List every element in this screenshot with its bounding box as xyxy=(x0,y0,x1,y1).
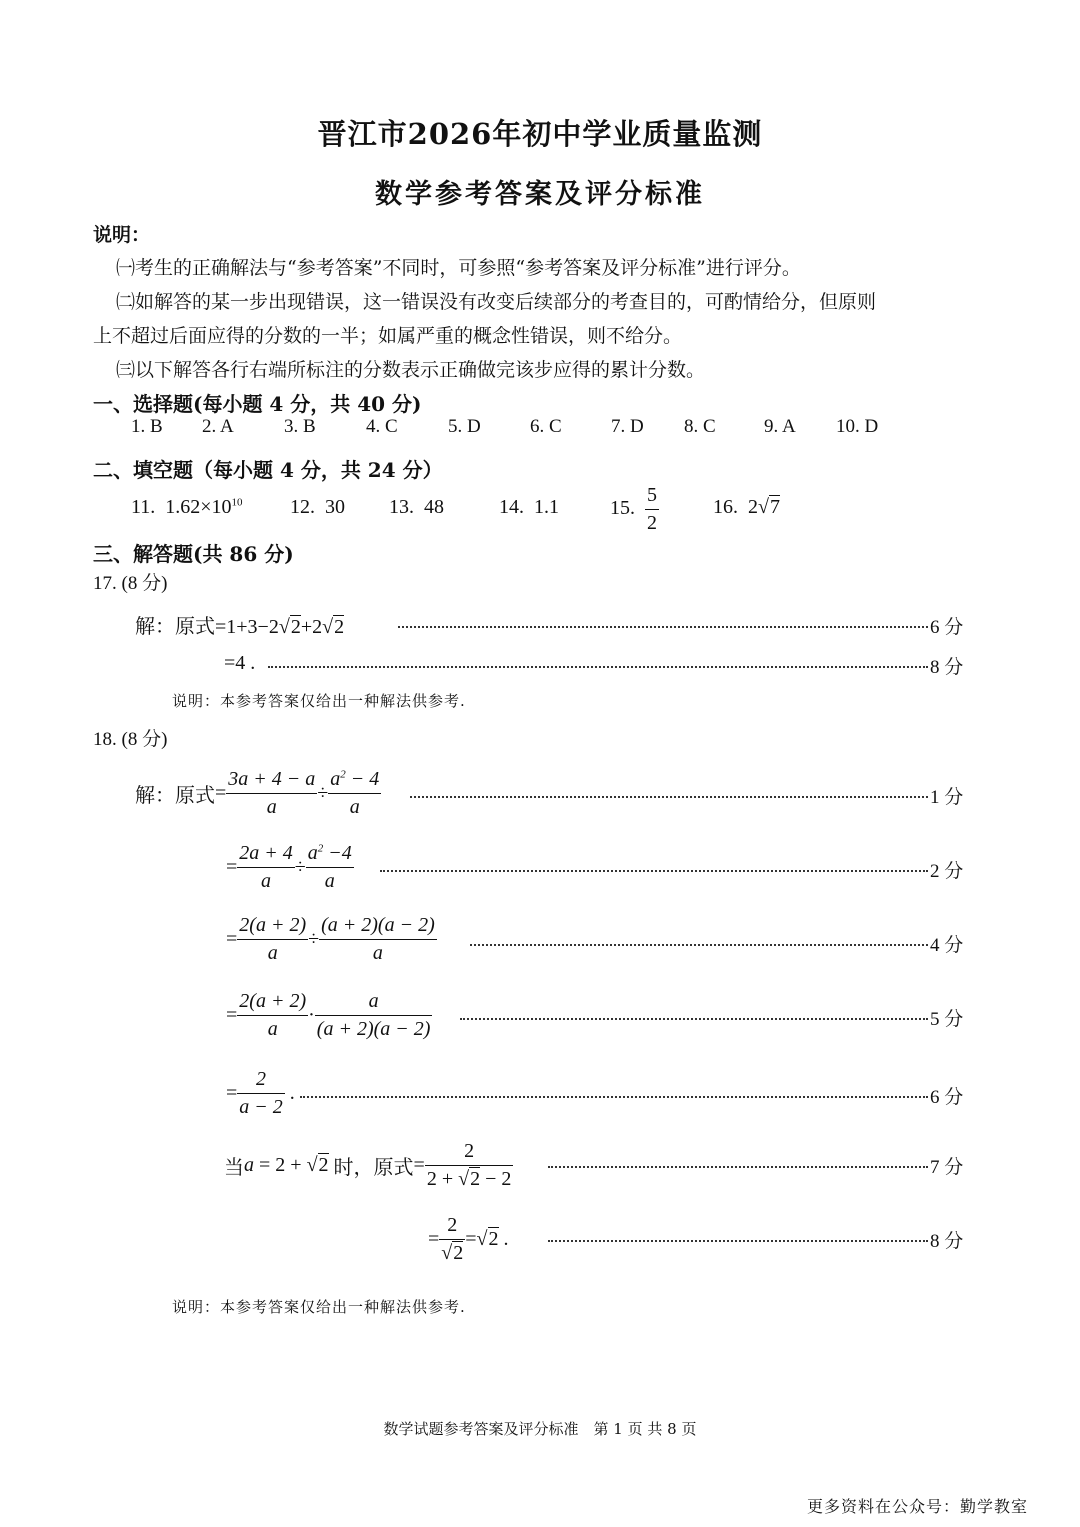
q17-score-1: 6 分 xyxy=(930,617,964,638)
q18-s2-den-1: a xyxy=(261,870,272,892)
mc-answer-9: 9. A xyxy=(764,416,796,437)
q18-s4-den-1: a xyxy=(267,1018,278,1040)
q18-s2-num-1: 2a + 4 xyxy=(237,840,295,868)
q14-value: 1.1 xyxy=(534,496,559,518)
q18-s1-num-2: $a^2 - 4$ xyxy=(328,766,381,794)
note-item-3: ㈢以下解答各行右端所标注的分数表示正确做完该步应得的累计分数。 xyxy=(116,359,706,381)
q18-s6-eq: = 2 + xyxy=(254,1154,307,1176)
q12-value: 30 xyxy=(325,496,345,518)
q18-dot-leader-6 xyxy=(548,1166,928,1168)
q18-s4-num-2: a xyxy=(315,988,433,1016)
note-item-2-line1: ㈡如解答的某一步出现错误，这一错误没有改变后续部分的考查目的，可酌情给分，但原则 xyxy=(116,291,877,313)
q17-score-2: 8 分 xyxy=(930,657,964,678)
q18-dot-leader-2 xyxy=(380,870,928,872)
page-footer: 数学试题参考答案及评分标准 第 1 页 共 8 页 xyxy=(383,1420,697,1438)
q17-label: 17. (8 分) xyxy=(93,573,168,594)
q18-score-4: 5 分 xyxy=(930,1009,964,1030)
q18-dot-leader-1 xyxy=(410,796,928,798)
q17-sqrt-2: √2 xyxy=(322,616,345,638)
q17-radicand-2: 2 xyxy=(334,616,345,638)
q15-denominator: 2 xyxy=(647,512,657,534)
q18-dot-leader-3 xyxy=(470,944,928,946)
section-3-heading: 三、解答题(共 86 分) xyxy=(93,542,294,566)
q16-coefficient: 2 xyxy=(748,496,758,518)
q17-step-2: =4 . xyxy=(224,652,256,674)
q13-value: 48 xyxy=(424,496,444,518)
q17-expr-b: +2 xyxy=(300,616,323,638)
q18-dot-leader-5 xyxy=(300,1096,928,1098)
q18-s3-num-2: (a + 2)(a − 2) xyxy=(319,912,437,940)
fill-answer-14 xyxy=(499,496,559,519)
q17-jie: 解：原式 xyxy=(135,616,215,638)
q18-s3-num-1: 2(a + 2) xyxy=(237,912,308,940)
q18-step-4: = $\frac{2(a + 2)}{a}$ · $\frac{a}{(a + 2)(a - 2)}$ xyxy=(226,988,432,1043)
q18-step-2: = $\frac{2a + 4}{a}$ ÷ $\frac{a^2 -4}{a}$ xyxy=(226,840,354,895)
mc-answer-8: 8. C xyxy=(684,416,716,437)
q18-score-1: 1 分 xyxy=(930,787,964,808)
fill-answer-16 xyxy=(713,496,780,519)
q18-s5-den: a − 2 xyxy=(239,1096,283,1118)
q18-s4-den-2: (a + 2)(a − 2) xyxy=(316,1018,431,1040)
q16-radicand: 7 xyxy=(769,496,780,518)
fill-answer-12 xyxy=(290,496,345,519)
q18-s6-radicand: 2 xyxy=(318,1154,329,1176)
q18-s2-num-2: $a^2 -4$ xyxy=(306,840,354,868)
q18-s2-den-2: a xyxy=(324,870,335,892)
q18-score-3: 4 分 xyxy=(930,935,964,956)
notes-heading: 说明： xyxy=(93,224,151,246)
q14-label: 14. xyxy=(499,496,524,518)
q18-s4-num-1: 2(a + 2) xyxy=(237,988,308,1016)
watermark-text: 更多资料在公众号：勤学教室 xyxy=(806,1497,1028,1516)
q18-s6-yuanshi: 时，原式 xyxy=(328,1157,414,1179)
q18-score-7: 8 分 xyxy=(930,1231,964,1252)
note-item-2-line2: 上不超过后面应得的分数的一半；如属严重的概念性错误，则不给分。 xyxy=(93,325,683,347)
q18-s1-den-2: a xyxy=(349,796,360,818)
q16-sqrt: √7 xyxy=(758,496,780,518)
q18-s3-den-1: a xyxy=(267,942,278,964)
q18-note: 说明：本参考答案仅给出一种解法供参考. xyxy=(172,1298,466,1316)
q17-step-1 xyxy=(135,610,344,639)
q17-expr-a: =1+3−2 xyxy=(215,616,279,638)
q17-note: 说明：本参考答案仅给出一种解法供参考. xyxy=(172,692,466,710)
fill-answer-13 xyxy=(389,496,444,519)
q18-step-7: = $\frac{2}{√2}$ =√2 . xyxy=(428,1212,509,1267)
q18-score-6: 7 分 xyxy=(930,1157,964,1178)
q13-label: 13. xyxy=(389,496,414,518)
q18-s1-den-1: a xyxy=(266,796,277,818)
page-subtitle: 数学参考答案及评分标准 xyxy=(375,179,705,210)
q18-score-2: 2 分 xyxy=(930,861,964,882)
mc-answer-3: 3. B xyxy=(284,416,316,437)
q18-s7-result: √2 xyxy=(476,1228,499,1250)
q18-step-3: = $\frac{2(a + 2)}{a}$ ÷ $\frac{(a + 2)(a - 2)}{a}$ xyxy=(226,912,437,967)
q18-jie: 解：原式 xyxy=(135,785,215,807)
q18-step-6: 当a = 2 + √2 时，原式= $\frac{2}{2 + √2 - 2}$ xyxy=(224,1138,513,1193)
q11-exponent: 10 xyxy=(231,496,243,509)
page-title: 晋江市2026年初中学业质量监测 xyxy=(317,117,763,151)
q18-s6-sqrt: √2 xyxy=(306,1154,329,1176)
q18-s3-den-2: a xyxy=(372,942,383,964)
q16-label: 16. xyxy=(713,496,738,518)
q17-radicand-1: 2 xyxy=(290,616,301,638)
q18-s1-num-1: 3a + 4 − a xyxy=(226,766,317,794)
q11-value: 1.62×10 xyxy=(165,496,232,518)
q17-sqrt-1: √2 xyxy=(278,616,301,638)
q18-label: 18. (8 分) xyxy=(93,729,168,750)
q15-fraction xyxy=(645,482,659,537)
mc-answer-7: 7. D xyxy=(611,416,644,437)
q17-dot-leader-1 xyxy=(398,626,928,628)
q18-step-1: 解：原式= $\frac{3a + 4 - a}{a}$ ÷ $\frac{a^2 - 4}{a}$ xyxy=(135,766,381,821)
section-1-heading: 一、选择题(每小题 4 分，共 40 分) xyxy=(93,392,422,416)
section-2-heading: 二、填空题（每小题 4 分，共 24 分） xyxy=(93,458,443,482)
q11-label: 11. xyxy=(131,496,156,518)
fill-answer-11 xyxy=(131,496,243,519)
q18-s7-num: 2 xyxy=(439,1212,465,1240)
q18-s7-den: √2 xyxy=(441,1242,464,1264)
note-item-1: ㈠考生的正确解法与“参考答案”不同时，可参照“参考答案及评分标准”进行评分。 xyxy=(116,257,801,279)
mc-answer-4: 4. C xyxy=(366,416,398,437)
mc-answer-6: 6. C xyxy=(530,416,562,437)
q18-s6-num: 2 xyxy=(425,1138,514,1166)
mc-answer-5: 5. D xyxy=(448,416,481,437)
q18-score-5: 6 分 xyxy=(930,1087,964,1108)
q18-step-5: = $\frac{2}{a - 2}$ . xyxy=(226,1066,295,1121)
q18-dot-leader-7 xyxy=(548,1240,928,1242)
q18-dot-leader-4 xyxy=(460,1018,928,1020)
q15-numerator: 5 xyxy=(645,482,659,510)
fill-answer-15 xyxy=(610,482,659,537)
q15-label: 15. xyxy=(610,497,635,520)
q18-s6-den: 2 + √2 − 2 xyxy=(426,1168,512,1190)
q18-s6-when: 当 xyxy=(224,1157,244,1179)
q12-label: 12. xyxy=(290,496,315,518)
q18-s6-var: a xyxy=(244,1154,254,1176)
q18-s5-num: 2 xyxy=(237,1066,285,1094)
mc-answer-10: 10. D xyxy=(836,416,879,437)
q17-dot-leader-2 xyxy=(268,666,928,668)
mc-answer-2: 2. A xyxy=(202,416,234,437)
mc-answer-1: 1. B xyxy=(131,416,163,437)
